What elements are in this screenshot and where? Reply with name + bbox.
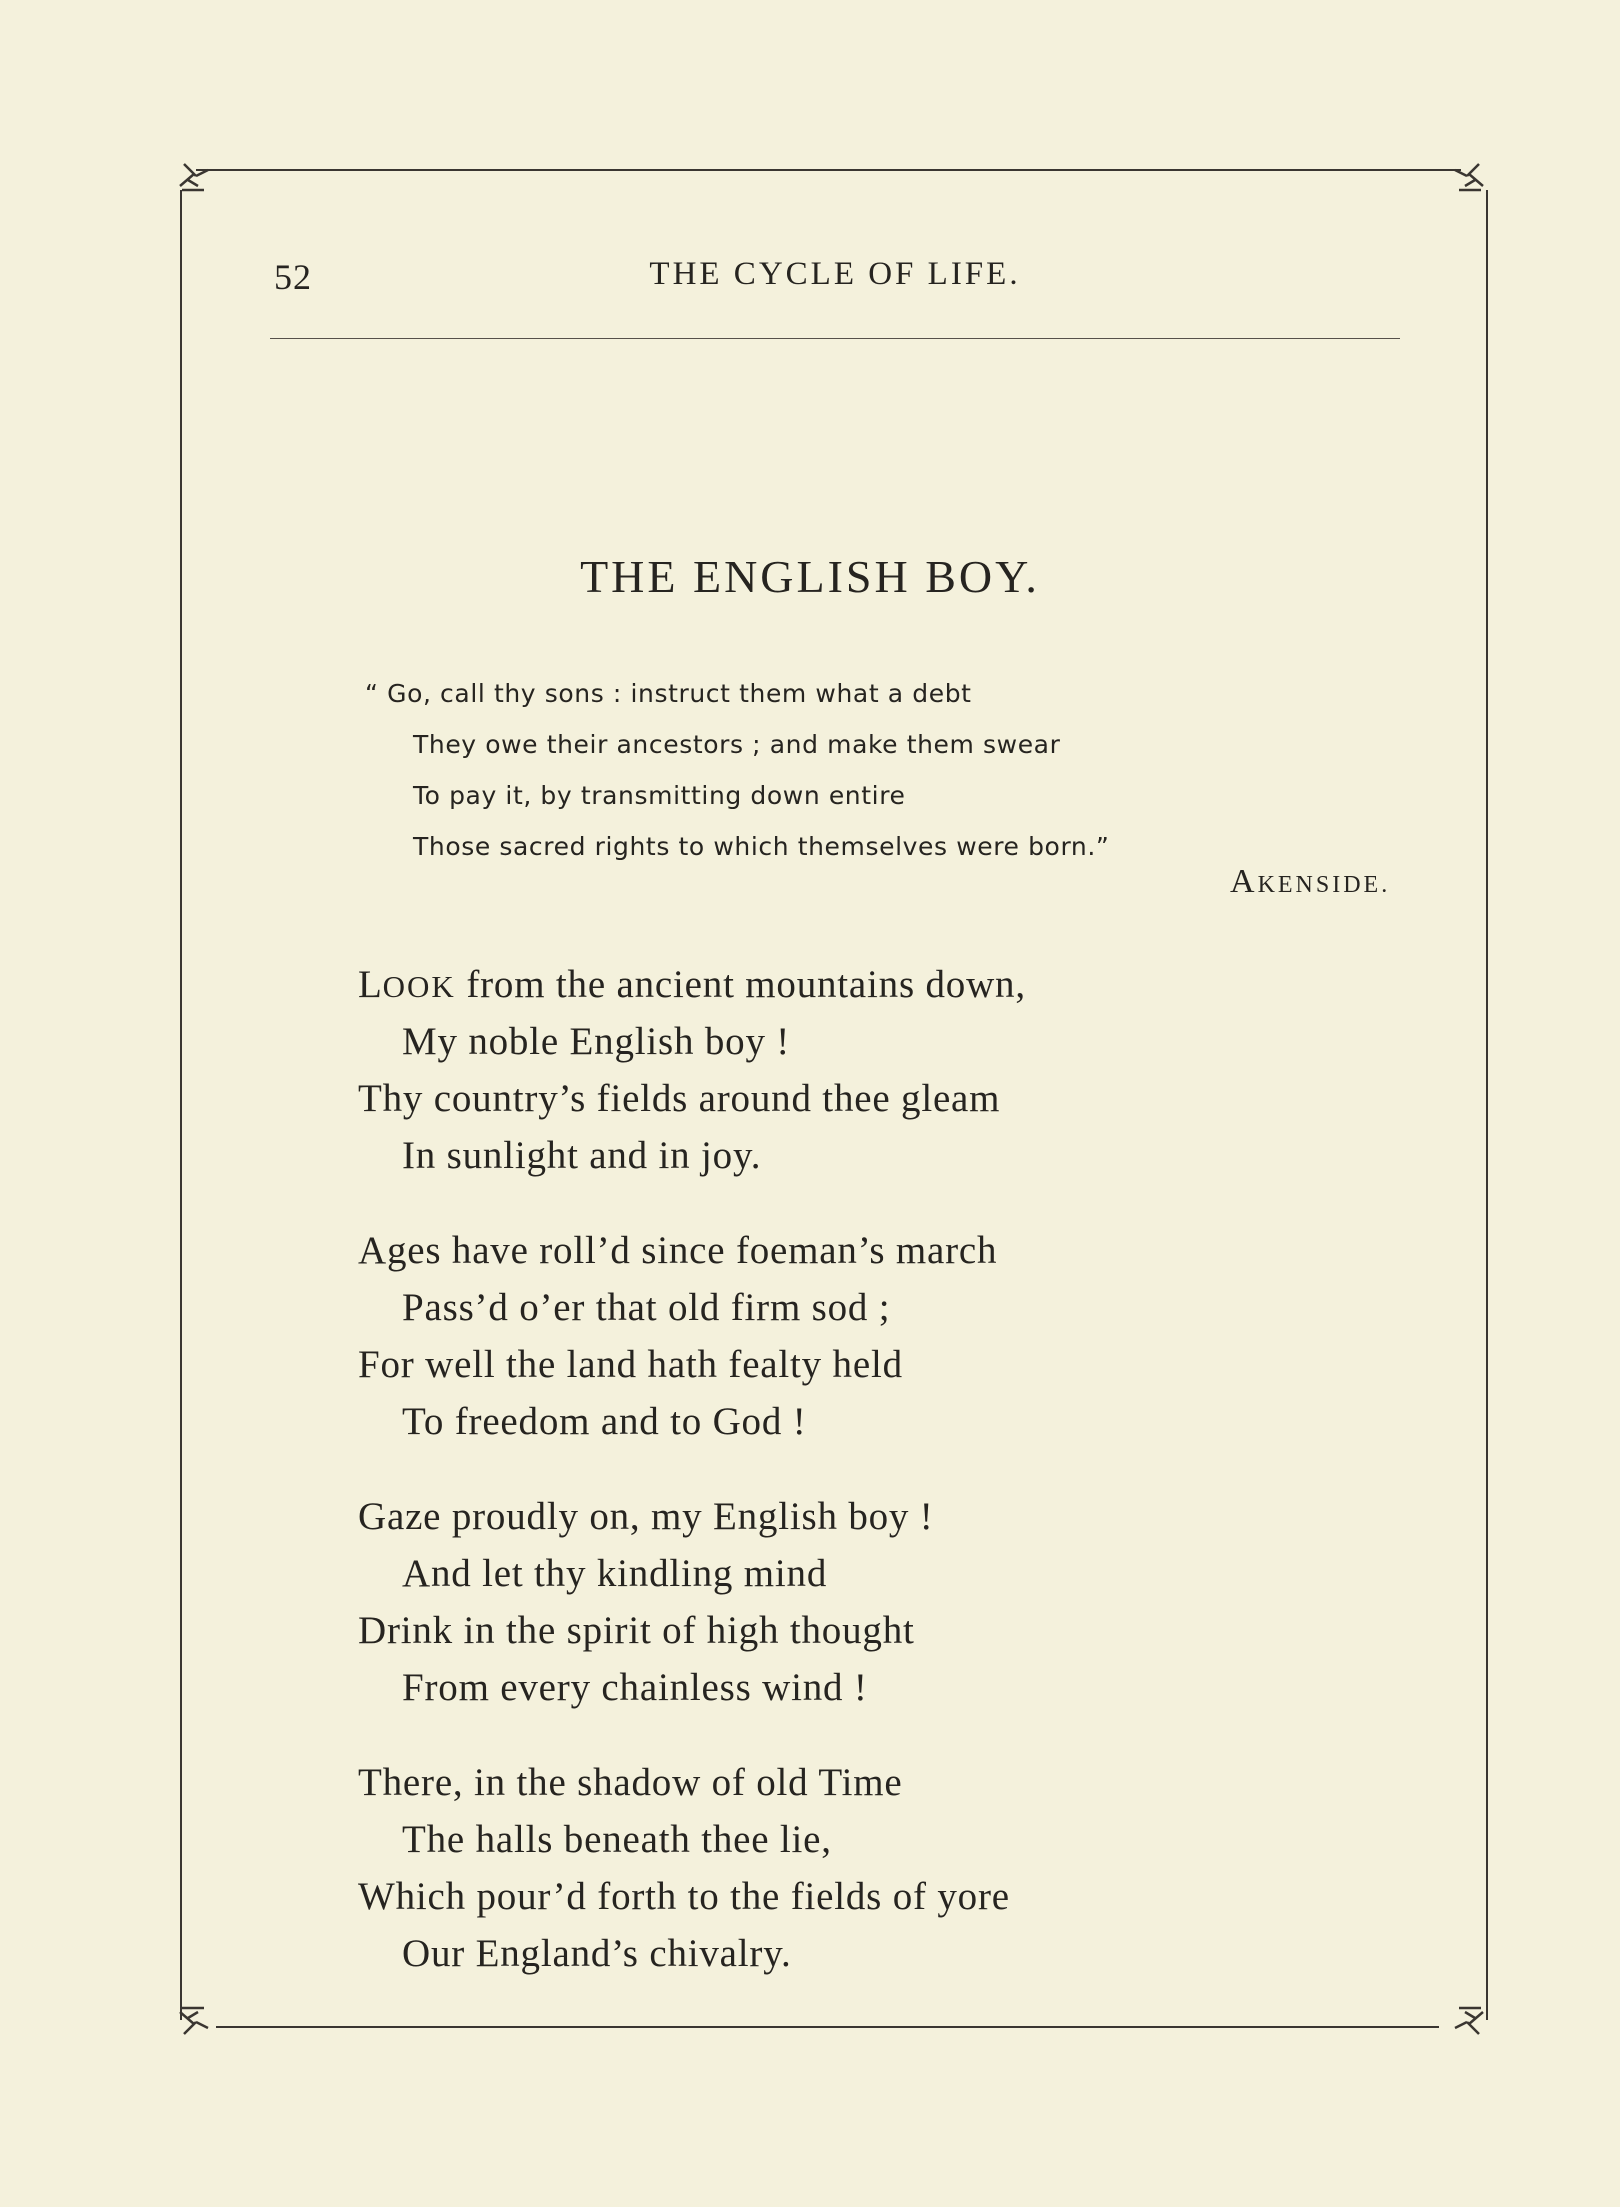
verse-line: Pass’d o’er that old firm sod ; — [402, 1286, 891, 1329]
verse-line: And let thy kindling mind — [402, 1552, 828, 1595]
verse-line: For well the land hath fealty held — [358, 1343, 903, 1386]
verse-line: My noble English boy ! — [402, 1020, 791, 1063]
first-line-text: from the ancient mountains down, — [455, 963, 1026, 1006]
epigraph-line: They owe their ancestors ; and make them swear — [413, 730, 1061, 759]
verse-line: Drink in the spirit of high thought — [358, 1609, 915, 1652]
poem-body — [358, 956, 1026, 2020]
fleuron-corner-icon — [174, 152, 216, 194]
stanza — [358, 1222, 1026, 1450]
drop-initial: L — [358, 963, 383, 1006]
verse-line: In sunlight and in joy. — [402, 1134, 762, 1177]
header-rule — [270, 338, 1400, 339]
fleuron-corner-icon — [174, 2004, 216, 2046]
stanza — [358, 956, 1026, 1184]
frame-top-rule — [196, 169, 1461, 171]
stanza — [358, 1488, 1026, 1716]
running-head: THE CYCLE OF LIFE. — [649, 256, 1021, 292]
fleuron-corner-icon — [1447, 152, 1489, 194]
verse-line: There, in the shadow of old Time — [358, 1761, 903, 1804]
verse-line: Our England’s chivalry. — [402, 1932, 792, 1975]
verse-line: Thy country’s fields around thee gleam — [358, 1077, 1001, 1120]
verse-line: Ages have roll’d since foeman’s march — [358, 1229, 998, 1272]
verse-line — [358, 956, 1026, 1013]
epigraph-line: To pay it, by transmitting down entire — [413, 781, 906, 810]
page-number: 52 — [274, 257, 312, 297]
fleuron-corner-icon — [1447, 2004, 1489, 2046]
frame-bottom-rule — [216, 2026, 1439, 2028]
epigraph-line: Those sacred rights to which themselves were born.” — [413, 832, 1110, 861]
epigraph-attribution — [1230, 863, 1390, 901]
frame-right-rule — [1486, 190, 1488, 2020]
verse-line: The halls beneath thee lie, — [402, 1818, 832, 1861]
frame-left-rule — [180, 190, 182, 2020]
poem-title: THE ENGLISH BOY. — [580, 551, 1040, 602]
epigraph-line: “ Go, call thy sons : instruct them what a debt — [365, 679, 972, 708]
verse-line: Gaze proudly on, my English boy ! — [358, 1495, 934, 1538]
verse-line: To freedom and to God ! — [402, 1400, 807, 1443]
first-word-smallcaps: OOK — [382, 969, 456, 1004]
attribution-initial: A — [1230, 863, 1258, 900]
stanza — [358, 1754, 1026, 1982]
verse-line: From every chainless wind ! — [402, 1666, 868, 1709]
attribution-rest: KENSIDE. — [1257, 872, 1391, 898]
page-header — [270, 256, 1400, 306]
verse-line: Which pour’d forth to the fields of yore — [358, 1875, 1010, 1918]
epigraph — [365, 668, 1109, 872]
